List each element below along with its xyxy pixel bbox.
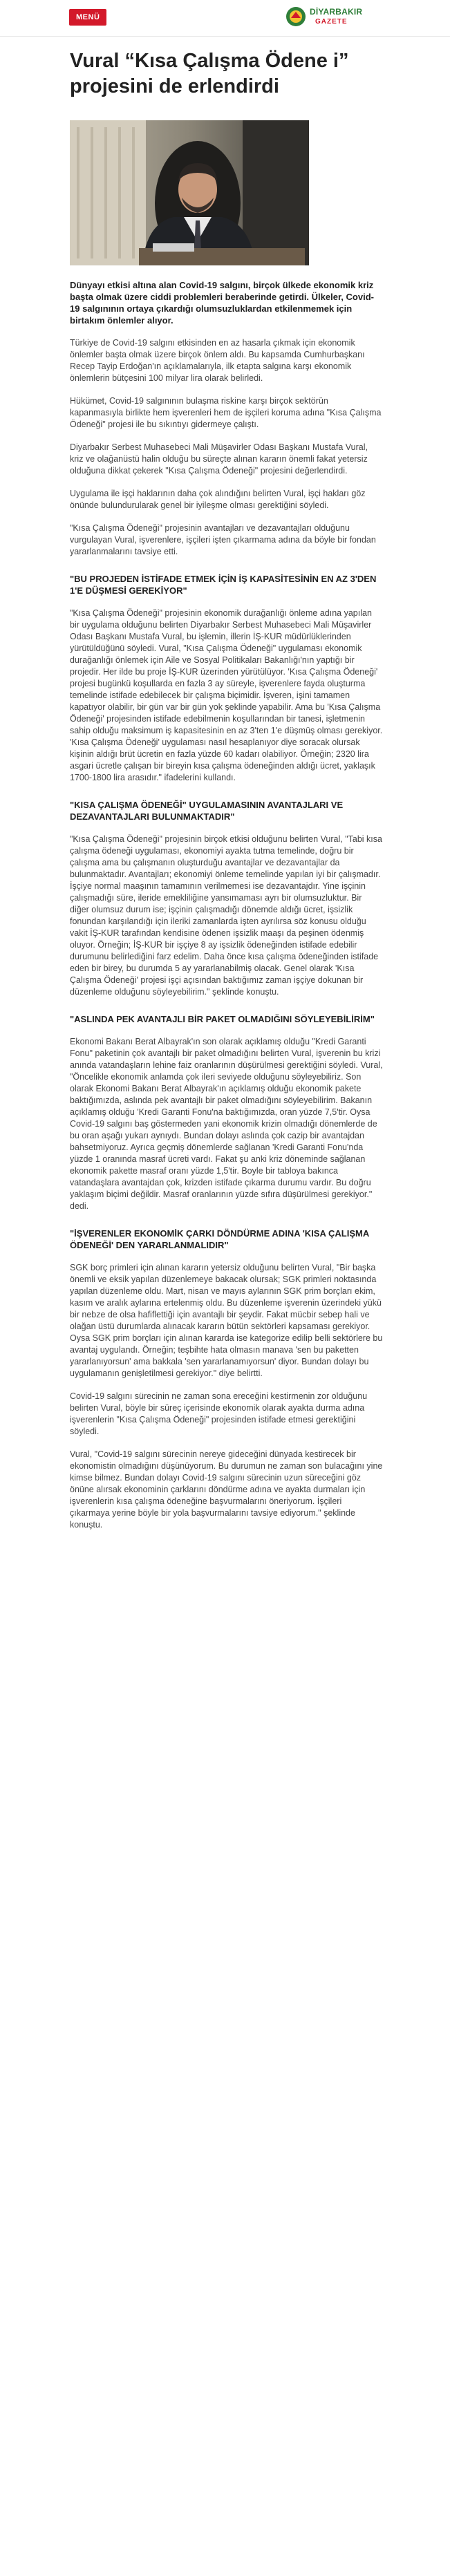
article bbox=[70, 36, 383, 1531]
menu-button[interactable]: MENÜ bbox=[69, 9, 106, 26]
article-paragraph: Ekonomi Bakanı Berat Albayrak'ın son olarak açıklamış olduğu "Kredi Garanti Fonu" paketinin çok avantajlı bir paket olmadığını belirten Vural, işverenin bu krizi anında vatandaşların lehine faiz oranlarının düşürülmesi gerektiğini söyledi. Vural, "Öncelikle ekonomik anlamda çok ileri seviyede olduğunu söyleyebiliriz. Son olarak Ekonomi Bakanı Berat Albayrak'ın açıklamış olduğu ekonomik pakete baktığımızda, aslında pek avantajlı bir paket olmadığını söyleyebilirim. Bakanın açıklamış olduğu 'Kredi Garanti Fonu'na baktığımızda, oran yüzde 7,5'tir. Oysa Covid-19 salgını baş göstermeden yani ekonomik krizin olmadığı dönemlerde de bu oran aşağı yukarı aynıydı. Bundan dolayı aslında çok cazip bir avantajdan bahsetmiyoruz. Ayrıca geçmiş dönemlerde sağlanan 'Kredi Garanti Fonu'nda yüzde 1 oranında masraf ücreti vardı. Fakat şu anki kriz döneminde sağlanan ekonomik pakette masraf oranı yüzde 1,5'tir. Boyle bir tabloya bakınca vatandaşlara avantajdan çok, krizden istifade çıkarma durumu vardır. Bu doğru yaklaşım biçimi değildir. Masraf oranlarının yüzde sıfıra düşürülmesi gerekiyor." dedi. bbox=[70, 1037, 383, 1211]
article-photo bbox=[70, 120, 309, 265]
article-paragraph: "Kısa Çalışma Ödeneği" projesinin avantajları ve dezavantajları olduğunu vurgulayan Vural, işverenlere, işçileri işten çıkarmama adına da böyle bir fondan yararlanmalarını tavsiye etti. bbox=[70, 523, 376, 556]
section-heading: "İŞVERENLER EKONOMİK ÇARKI DÖNDÜRME ADINA 'KISA ÇALIŞMA ÖDENEĞİ' DEN YARARLANMALIDIR" bbox=[70, 1228, 369, 1250]
article-paragraph: Uygulama ile işçi haklarının daha çok alındığını belirten Vural, işçi hakları göz önünde bulundurularak genel bir iyileşme olması gerektiğini söyledi. bbox=[70, 489, 366, 510]
article-lead: Dünyayı etkisi altına alan Covid-19 salgını, birçok ülkede ekonomik kriz başta olmak üzere ciddi problemleri beraberinde getirdi. Ülkeler, Covid-19 salgınının ortaya çıkardığı olumsuzluklardan etkilenmemek için birtakım önlemler alıyor. bbox=[70, 280, 374, 326]
site-logo[interactable] bbox=[285, 4, 368, 32]
article-paragraph: Türkiye de Covid-19 salgını etkisinden en az hasarla çıkmak için ekonomik önlemler başta olmak üzere birçok önlem aldı. Bu kapsamda Cumhurbaşkanı Recep Tayip Erdoğan'ın açıklamalarıyla, ilk etapta salgına karşı ekonomik önlemlerin bütçesini 100 milyar lira olarak belirledi. bbox=[70, 338, 365, 383]
article-paragraph: Covid-19 salgını sürecinin ne zaman sona ereceğini kestirmenin zor olduğunu belirten Vural, böyle bir süreç içerisinde ekonomik olarak ayakta durma adına işverenlerin "Kısa Çalışma Ödeneği" projesinden istifade etmesi gerektiğini söyledi. bbox=[70, 1391, 368, 1436]
article-paragraph: Diyarbakır Serbest Muhasebeci Mali Müşavirler Odası Başkanı Mustafa Vural, kriz ve olağanüstü halin olduğu bu süreçte alınan kararın önemli fakat yetersiz olduğuna dikkat çekerek "Kısa Çalışma Ödeneği" projesini değerlendirdi. bbox=[70, 442, 368, 476]
article-paragraph: Vural, "Covid-19 salgını sürecinin nereye gideceğini dünyada kestirecek bir ekonomistin olmadığını düşünüyorum. Bu durumun ne zaman son bulacağını yine kimse bilmez. Bundan dolayı Covid-19 salgını sürecinin uzun süreceğini göz önüne alırsak ekonominin çarklarını döndürme adına ve ayakta durmaları için işverenlerin kısa çalışma ödeneğine başvurmalarını öneriyorum. İşçileri çıkarmaya yerine böyle bir yola başvurmalarını tavsiye ediyorum." şeklinde konuştu. bbox=[70, 1449, 383, 1530]
logo-text-primary: DİYARBAKIR bbox=[310, 7, 363, 17]
logo-emblem-icon bbox=[285, 6, 307, 28]
section-heading: "ASLINDA PEK AVANTAJLI BİR PAKET OLMADIĞINI SÖYLEYEBİLİRİM" bbox=[70, 1014, 375, 1024]
section-heading: "BU PROJEDEN İSTİFADE ETMEK İÇİN İŞ KAPASİTESİNİN EN AZ 3'DEN 1'E DÜŞMESİ GEREKİYOR" bbox=[70, 574, 377, 596]
article-photo-illustration bbox=[70, 120, 309, 265]
article-title: Vural “Kısa Çalışma Ödene i” projesini de erlendirdi bbox=[70, 50, 349, 97]
section-heading: "KISA ÇALIŞMA ÖDENEĞİ" UYGULAMASININ AVANTAJLARI VE DEZAVANTAJLARI BULUNMAKTADIR" bbox=[70, 800, 344, 822]
article-paragraph: "Kısa Çalışma Ödeneği" projesinin ekonomik durağanlığı önleme adına yapılan bir uygulama olduğunu belirten Diyarbakır Serbest Muhasebeci Mali Müşavirler Odası Başkanı Mustafa Vural, bu işlemin, illerin İŞ-KUR müdürlüklerinden yürütüldüğünü söyledi. Vural, "Kısa Çalışma Ödeneği" uygulaması ekonomik durağanlığı önlemek için Aile ve Sosyal Politikaları Bakanlığı'nın yaptığı bir projedir. Her ilde bu proje İŞ-KUR üzerinden yürütülüyor. 'Kısa Çalışma Ödeneği' projesi bugünkü koşullarda en fazla 3 ay süreyle, işverenlere fayda oluşturma temelinde istifade edebilecek bir çalışma biçimidir. İşveren, işini tamamen kapatıyor olabilir, bir gün var bir gün yok şeklinde yapabilir. Ama bu 'Kısa Çalışma Ödeneği' projesinden istifade edebilmenin koşullarından bir tanesi, işletmenin sahip olduğu maksimum iş kapasitesinin en az 3'ten 1'e düşmüş olması gerekiyor. 'Kısa Çalışma Ödeneği' uygulaması nasıl hesaplanıyor diye soracak olursak kişinin aldığı brüt ücretin en fazla yüzde 60 kadarı olabiliyor. Örneğin; 2320 lira asgari ücretle çalışan bir bireyin kısa çalışma ödeneğinden aldığı ücret, yaklaşık 1700-1800 lira arasıdır." ifadelerini kullandı. bbox=[70, 608, 383, 782]
article-paragraph: Hükümet, Covid-19 salgınının bulaşma riskine karşı birçok sektörün kapanmasıyla birlikte hem işverenleri hem de işçileri koruma adına "Kısa Çalışma Ödeneği" projesi ile bu sıkıntıyı gidermeye çalıştı. bbox=[70, 396, 382, 429]
site-header bbox=[0, 0, 450, 37]
article-paragraph: "Kısa Çalışma Ödeneği" projesinin birçok etkisi olduğunu belirten Vural, "Tabi kısa çalışma ödeneği uygulaması, ekonomiyi ayakta tutma temelinde, doğru bir çalışma ama bu çalışmanın oluşturduğu avantajlar ve dezavantajlar da bulunmaktadır. Avantajları; ekonomiyi önleme temelinde yapılan iyi bir çalışmadır. İşçiye normal maaşının tamamının verilmemesi ise dezavantajdır. Yine işçinin çalışmadığı süre, ileride emekliliğine yansımaması ayrı bir olumsuzluktur. Bir diğer olumsuz durum ise; işçinin çalışmadığı dönemde aldığı ücret, işsizlik fonundan karşılandığı için ileriki zamanlarda işten ayrılırsa söz konusu olduğu vakit İŞ-KUR tarafından kendisine ödenen işsizlik maaşı da peşinen ödenmiş oluyor. Örneğin; İŞ-KUR bir işçiye 8 ay işsizlik ödeneğinden istifade edebilir durumunu belirlediğini farz edelim. Daha önce kısa çalışma ödeneğinden istifade eden bir birey, bu durumda 5 ay yararlanabilmiş olacak. Genel olarak 'Kısa Çalışma Ödeneği' projesi işçi açısından baktığımız zaman işçiye dokunan bir düzenleme olduğunu söyleyebilirim." şeklinde konuştu. bbox=[70, 834, 382, 997]
article-paragraph: SGK borç primleri için alınan kararın yetersiz olduğunu belirten Vural, "Bir başka önemli ve eksik yapılan düzenlemeye bakacak olursak; SGK primleri noktasında yapılan düzenleme oldu. Mart, nisan ve mayıs aylarının SGK prim borçları ekim, kasım ve aralık aylarına ertelenmiş oldu. Bu düzenleme işverenin üzerindeki yükü bir nebze de olsa hafiflettiği için avantajlı bir şeydir. Fakat mücbir sebep hali ve olağan üstü durumlarda alınacak kararın bütün sektörleri kapsaması gerekiyor. Oysa SGK prim borçları için alınan kararda ise kategorize edilip belli sektörlere bu avantaj uygulandı. Örneğin; teşbihte hata olmasın manava 'sen bu paketten yararlanıyorsun' ama bakkala 'sen yararlanamıyorsun' diyor. Bundan dolayı bu uygulamanın genişletilmesi gerekiyor." diye belirtti. bbox=[70, 1263, 383, 1378]
logo-text-secondary: GAZETE bbox=[315, 18, 348, 26]
